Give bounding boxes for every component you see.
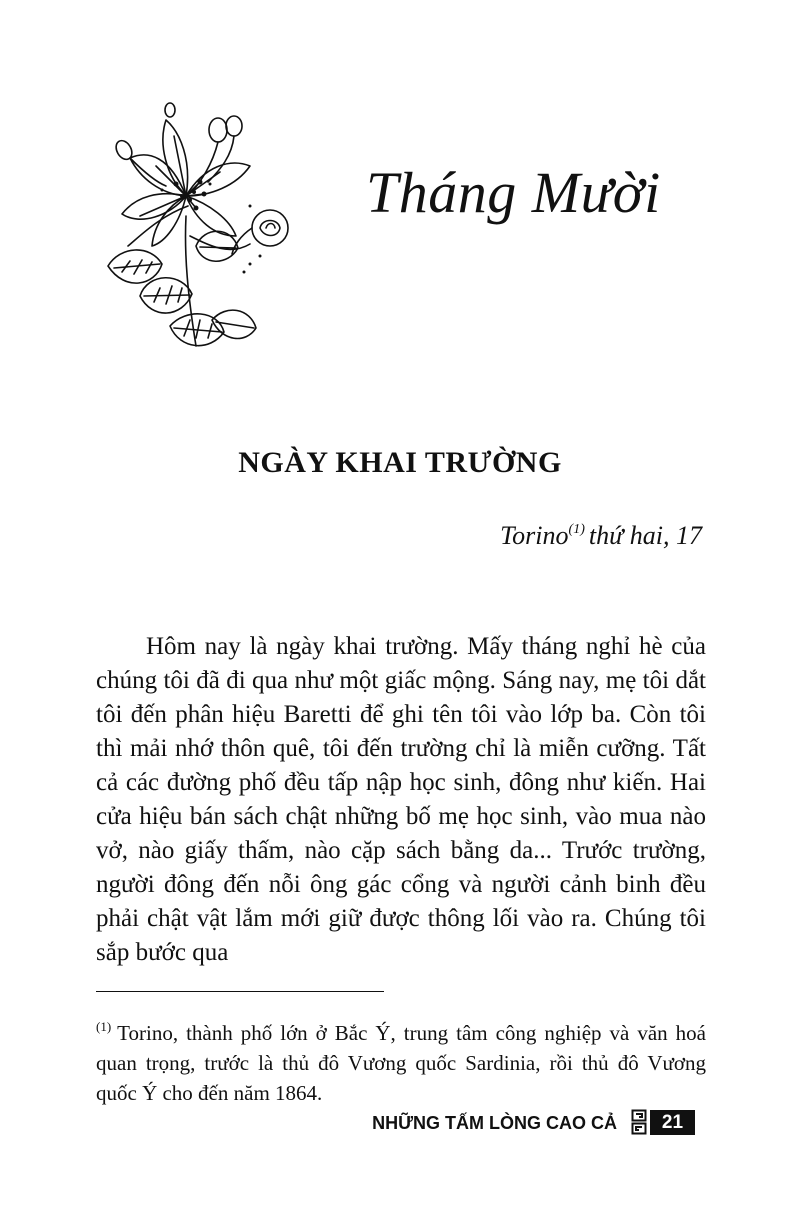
body-paragraph: Hôm nay là ngày khai trường. Mấy tháng nghỉ hè của chúng tôi đã đi qua như một giấc mộng. Sáng nay, mẹ tôi dắt tôi đến phân hiệu Baretti để ghi tên tôi vào lớp ba. Còn tôi thì mải nhớ thôn quê, tôi đến trường chỉ là miễn cưỡng. Tất cả các đường phố đều tấp nập học sinh, đông như kiến. Hai cửa hiệu bán sách chật những bố mẹ học sinh, vào mua nào vở, nào giấy thấm, nào cặp sách bằng da... Trước trường, người đông đến nỗi ông gác cổng và người cảnh binh đều phải chật vật lắm mới giữ được thông lối vào ra. Chúng tôi sắp bước qua <box>96 633 706 966</box>
dateline-place: Torino <box>500 521 569 551</box>
footnote-marker: (1) <box>96 1019 112 1034</box>
footnote-reference: (1) <box>568 522 585 537</box>
dateline <box>500 523 702 549</box>
chapter-title: Tháng Mười <box>366 160 661 225</box>
running-footer-title: NHỮNG TẤM LÒNG CAO CẢ <box>372 1113 617 1133</box>
footnote-text: Torino, thành phố lớn ở Bắc Ý, trung tâm công nghiệp và văn hoá quan trọng, trước là thủ đô Vương quốc Sardinia, rồi thủ đô Vương quốc Ý cho đến năm 1864. <box>96 1021 706 1106</box>
footnote-divider <box>96 991 384 992</box>
dateline-date: thứ hai, 17 <box>588 521 702 551</box>
decorative-meander-icon <box>631 1109 647 1135</box>
section-title: NGÀY KHAI TRƯỜNG <box>238 446 562 479</box>
page-number: 21 <box>650 1110 695 1135</box>
footnote <box>96 1012 706 1108</box>
flower-bouquet-icon <box>100 96 305 366</box>
